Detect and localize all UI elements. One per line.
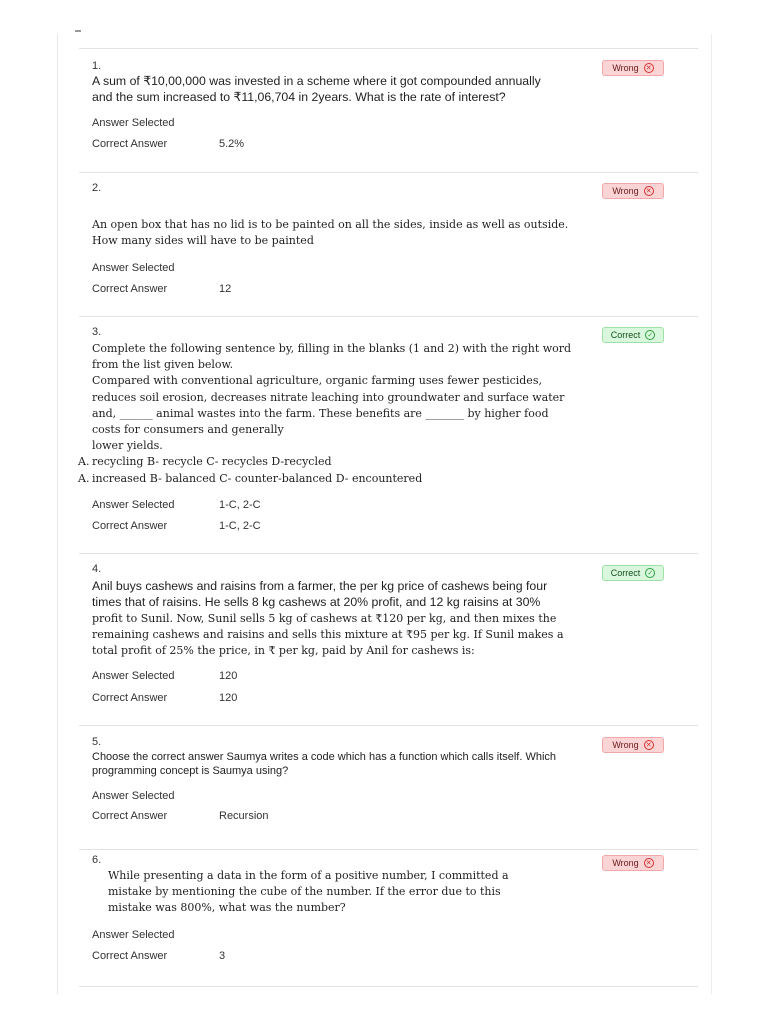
question-number: 2. bbox=[92, 182, 102, 194]
correct-answer-label: Correct Answer bbox=[92, 138, 168, 150]
status-badge bbox=[602, 565, 664, 581]
option-text: increased B- balanced C- counter-balanced D- encountered bbox=[92, 471, 423, 485]
answer-selected-label: Answer Selected bbox=[92, 262, 175, 274]
question-text bbox=[92, 750, 592, 778]
question-line: and, ______ animal wastes into the farm. These benefits are _______ by higher food bbox=[92, 406, 549, 420]
status-label: Wrong bbox=[612, 858, 639, 868]
correct-answer-label: Correct Answer bbox=[92, 283, 168, 295]
question-card-1 bbox=[79, 48, 698, 173]
question-card-5 bbox=[79, 725, 698, 850]
question-line: mistake was 800%, what was the number? bbox=[108, 901, 346, 915]
question-line: from the list given below. bbox=[92, 358, 234, 372]
question-card-4 bbox=[79, 553, 698, 726]
question-line: programming concept is Saumya using? bbox=[92, 765, 289, 777]
status-badge bbox=[602, 327, 664, 343]
correct-answer-label: Correct Answer bbox=[92, 692, 168, 704]
correct-answer-value: 120 bbox=[219, 692, 238, 704]
question-number: 1. bbox=[92, 60, 102, 72]
correct-answer-value: 12 bbox=[219, 283, 232, 295]
check-circle-icon: ✓ bbox=[645, 568, 655, 578]
option-marker: A. bbox=[78, 471, 90, 485]
question-card-6 bbox=[79, 849, 698, 987]
status-label: Wrong bbox=[612, 740, 639, 750]
correct-answer-label: Correct Answer bbox=[92, 810, 168, 822]
option-line bbox=[78, 471, 592, 487]
question-line: Complete the following sentence by, filling in the blanks (1 and 2) with the right word bbox=[92, 342, 572, 355]
option-marker: A. bbox=[78, 455, 90, 469]
question-line: remaining cashews and raisins and sells this mixture at ₹95 per kg. If Sunil makes a bbox=[92, 627, 564, 641]
question-line: While presenting a data in the form of a positive number, I committed a bbox=[108, 869, 509, 882]
question-text bbox=[92, 578, 592, 659]
option-line bbox=[78, 454, 592, 470]
question-line: costs for consumers and generally bbox=[92, 423, 284, 437]
correct-answer-label: Correct Answer bbox=[92, 950, 168, 962]
question-line: Anil buys cashews and raisins from a farmer, the per kg price of cashews being four bbox=[92, 579, 548, 593]
option-text: recycling B- recycle C- recycles D-recycled bbox=[92, 455, 332, 469]
answer-selected-label: Answer Selected bbox=[92, 670, 175, 682]
answer-selected-value: 1-C, 2-C bbox=[219, 499, 261, 511]
status-badge bbox=[602, 183, 664, 199]
question-line: An open box that has no lid is to be painted on all the sides, inside as well as outside. bbox=[92, 218, 569, 231]
status-label: Wrong bbox=[612, 186, 639, 196]
status-badge bbox=[602, 60, 664, 76]
question-line: How many sides will have to be painted bbox=[92, 234, 314, 248]
question-line: mistake by mentioning the cube of the number. If the error due to this bbox=[108, 885, 501, 899]
status-label: Correct bbox=[610, 330, 641, 340]
x-circle-icon: ✕ bbox=[644, 740, 654, 750]
answer-selected-value: 120 bbox=[219, 670, 238, 682]
top-mark bbox=[75, 30, 81, 32]
question-card-2 bbox=[79, 172, 698, 317]
question-line: A sum of ₹10,00,000 was invested in a scheme where it got compounded annually bbox=[92, 74, 541, 88]
question-number: 3. bbox=[92, 326, 102, 338]
correct-answer-value: 5.2% bbox=[219, 138, 245, 150]
question-line: lower yields. bbox=[92, 439, 163, 453]
correct-answer-value: 1-C, 2-C bbox=[219, 520, 261, 532]
question-text bbox=[78, 341, 592, 487]
check-circle-icon: ✓ bbox=[645, 330, 655, 340]
answer-selected-label: Answer Selected bbox=[92, 117, 175, 129]
question-line: reduces soil erosion, decreases nitrate leaching into groundwater and surface water bbox=[92, 390, 565, 404]
question-card-3 bbox=[79, 316, 698, 554]
x-circle-icon: ✕ bbox=[644, 186, 654, 196]
question-text bbox=[108, 868, 578, 917]
question-line: Compared with conventional agriculture, organic farming uses fewer pesticides, bbox=[92, 374, 542, 388]
status-badge bbox=[602, 737, 664, 753]
answer-selected-label: Answer Selected bbox=[92, 929, 175, 941]
question-number: 5. bbox=[92, 736, 102, 748]
status-label: Wrong bbox=[612, 63, 639, 73]
question-line: Choose the correct answer Saumya writes a code which has a function which calls itself. Which bbox=[92, 751, 557, 763]
x-circle-icon: ✕ bbox=[644, 63, 654, 73]
status-label: Correct bbox=[610, 568, 641, 578]
question-line: total profit of 25% the price, in ₹ per kg, paid by Anil for cashews is: bbox=[92, 644, 475, 658]
correct-answer-label: Correct Answer bbox=[92, 520, 168, 532]
answer-selected-label: Answer Selected bbox=[92, 499, 175, 511]
status-badge bbox=[602, 855, 664, 871]
answer-selected-label: Answer Selected bbox=[92, 790, 175, 802]
correct-answer-value: Recursion bbox=[219, 810, 269, 822]
question-line: profit to Sunil. Now, Sunil sells 5 kg of cashews at ₹120 per kg, and then mixes the bbox=[92, 611, 557, 625]
question-text bbox=[92, 217, 592, 249]
x-circle-icon: ✕ bbox=[644, 858, 654, 868]
question-text bbox=[92, 73, 592, 106]
correct-answer-value: 3 bbox=[219, 950, 226, 962]
question-number: 6. bbox=[92, 854, 102, 866]
question-number: 4. bbox=[92, 563, 102, 575]
question-line: times that of raisins. He sells 8 kg cashews at 20% profit, and 12 kg raisins at 30% bbox=[92, 595, 541, 610]
question-line: and the sum increased to ₹11,06,704 in 2years. What is the rate of interest? bbox=[92, 90, 506, 105]
